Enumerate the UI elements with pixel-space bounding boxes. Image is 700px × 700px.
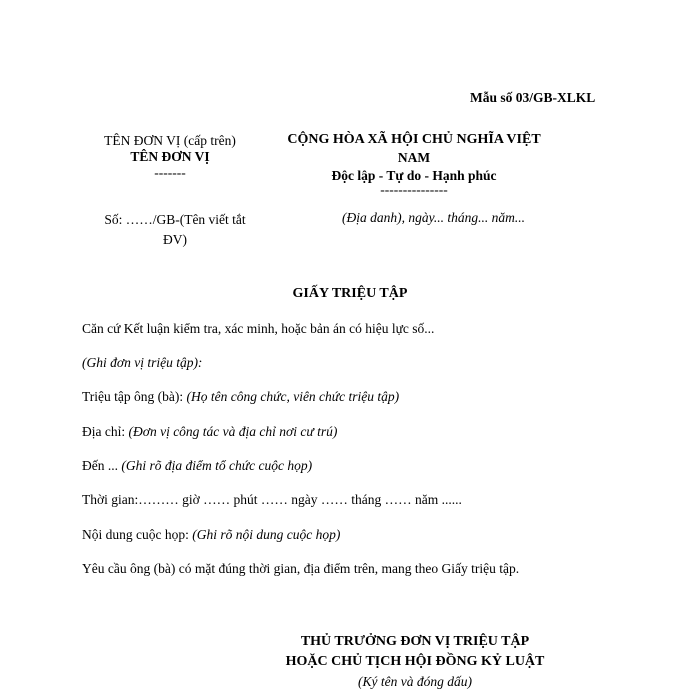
location-line xyxy=(82,458,642,474)
signer-note: (Ký tên và đóng dấu) xyxy=(358,674,472,689)
signer-title-line1: THỦ TRƯỞNG ĐƠN VỊ TRIỆU TẬP xyxy=(300,634,530,649)
summon-label: Triệu tập ông (bà): xyxy=(82,389,187,404)
signature-block xyxy=(240,632,590,692)
national-motto: Độc lập - Tự do - Hạnh phúc xyxy=(331,168,497,183)
document-number-line1: Số: ……/GB-(Tên viết tắt xyxy=(104,212,246,227)
meeting-content-label: Nội dung cuộc họp: xyxy=(82,527,193,542)
address-label: Địa chỉ: xyxy=(82,424,129,439)
unit-separator: ------- xyxy=(154,165,186,180)
meeting-content-note: (Ghi rõ nội dung cuộc họp) xyxy=(192,527,341,542)
nation-name-line1: CỘNG HÒA XÃ HỘI CHỦ NGHĨA VIỆT xyxy=(287,132,541,147)
issuing-unit-header xyxy=(80,133,260,181)
signer-title-line2: HOẶC CHỦ TỊCH HỘI ĐỒNG KỶ LUẬT xyxy=(285,654,545,669)
unit-name: TÊN ĐƠN VỊ xyxy=(130,149,210,164)
location-label: Đến ... xyxy=(82,458,122,473)
time-line: Thời gian:……… giờ …… phút …… ngày …… tháng …… năm ...... xyxy=(82,492,462,507)
national-header xyxy=(268,131,560,195)
basis-line: Căn cứ Kết luận kiểm tra, xác minh, hoặc bản án có hiệu lực số... xyxy=(82,321,435,336)
location-note: (Ghi rõ địa điểm tổ chức cuộc họp) xyxy=(121,458,313,473)
address-note: (Đơn vị công tác và địa chỉ nơi cư trú) xyxy=(128,424,338,439)
document-title: GIẤY TRIỆU TẬP xyxy=(292,286,408,301)
document-number xyxy=(80,210,270,250)
attendance-request: Yêu cầu ông (bà) có mặt đúng thời gian, địa điểm trên, mang theo Giấy triệu tập. xyxy=(82,561,520,576)
summon-line xyxy=(82,389,642,405)
parent-unit-name: TÊN ĐƠN VỊ (cấp trên) xyxy=(104,133,236,148)
place-and-date: (Địa danh), ngày... tháng... năm... xyxy=(342,210,525,225)
summoning-unit-note: (Ghi đơn vị triệu tập): xyxy=(82,355,203,370)
document-number-line2: ĐV) xyxy=(163,232,187,247)
motto-separator: --------------- xyxy=(380,182,448,197)
form-code: Mẫu số 03/GB-XLKL xyxy=(470,90,596,105)
address-line xyxy=(82,424,642,440)
nation-name-line2: NAM xyxy=(397,150,431,165)
summon-note: (Họ tên công chức, viên chức triệu tập) xyxy=(186,389,400,404)
meeting-content-line xyxy=(82,527,642,543)
